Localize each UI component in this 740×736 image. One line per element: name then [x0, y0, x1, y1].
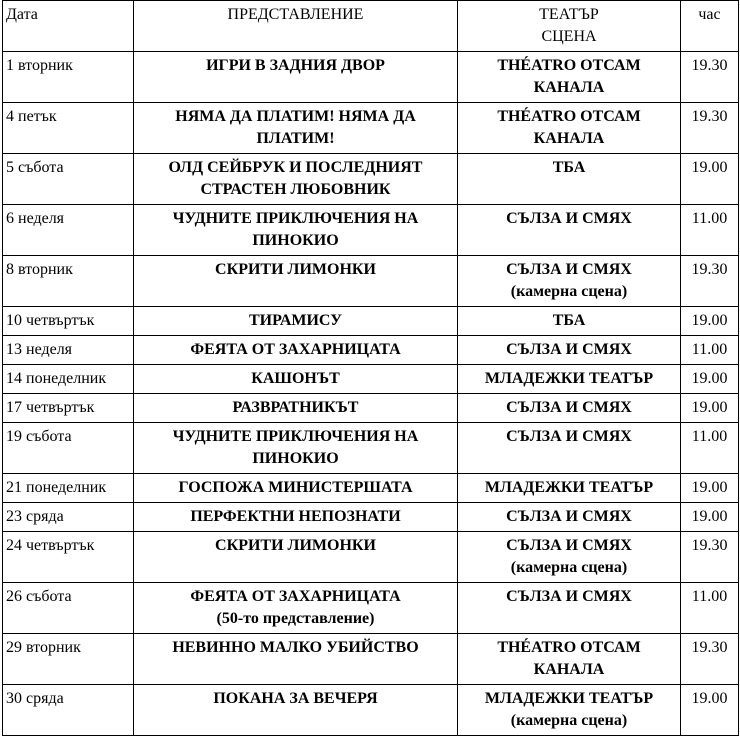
show-cell — [134, 154, 458, 205]
show-title-line: ФЕЯТА ОТ ЗАХАРНИЦАТА — [190, 588, 401, 605]
theatre-line: СЪЛЗА И СМЯХ — [506, 588, 632, 605]
theatre-line: СЪЛЗА И СМЯХ — [506, 508, 632, 525]
table-row — [3, 256, 739, 307]
header-show: ПРЕДСТАВЛЕНИЕ — [134, 1, 458, 52]
theatre-line: МЛАДЕЖКИ ТЕАТЪР — [484, 370, 654, 387]
show-title-line: СТРАСТЕН ЛЮБОВНИК — [200, 181, 391, 198]
time-cell: 19.30 — [681, 256, 739, 307]
show-title-line: РАЗВРАТНИКЪТ — [232, 399, 359, 416]
header-stage-line: СЦЕНА — [541, 28, 597, 45]
show-title-line: ФЕЯТА ОТ ЗАХАРНИЦАТА — [190, 341, 401, 358]
show-cell — [134, 423, 458, 474]
show-cell — [134, 365, 458, 394]
table-row — [3, 394, 739, 423]
date-cell: 14 понеделник — [3, 365, 134, 394]
show-cell — [134, 336, 458, 365]
show-title-line: СКРИТИ ЛИМОНКИ — [215, 537, 376, 554]
theatre-line: (камерна сцена) — [510, 283, 628, 300]
show-title-line: ЧУДНИТЕ ПРИКЛЮЧЕНИЯ НА — [172, 428, 419, 445]
theatre-line: СЪЛЗА И СМЯХ — [506, 210, 632, 227]
show-title-line: ЧУДНИТЕ ПРИКЛЮЧЕНИЯ НА — [172, 210, 419, 227]
table-row — [3, 583, 739, 634]
theatre-cell — [458, 154, 681, 205]
table-row — [3, 423, 739, 474]
theatre-cell — [458, 532, 681, 583]
theatre-line: ТБА — [552, 312, 586, 329]
show-cell — [134, 394, 458, 423]
theatre-line: СЪЛЗА И СМЯХ — [506, 428, 632, 445]
date-cell: 21 понеделник — [3, 474, 134, 503]
show-title-line: НЯМА ДА ПЛАТИМ! НЯМА ДА — [175, 108, 416, 125]
show-cell — [134, 103, 458, 154]
theatre-cell — [458, 256, 681, 307]
date-cell: 30 сряда — [3, 685, 134, 736]
theatre-line: СЪЛЗА И СМЯХ — [506, 261, 632, 278]
show-title-line: ГОСПОЖА МИНИСТЕРШАТА — [178, 479, 413, 496]
date-cell: 8 вторник — [3, 256, 134, 307]
table-row — [3, 336, 739, 365]
theatre-cell — [458, 423, 681, 474]
theatre-cell — [458, 503, 681, 532]
show-title-line: ПИНОКИО — [252, 232, 339, 249]
header-theatre-line: ТЕАТЪР — [539, 6, 599, 23]
schedule-body — [3, 1, 739, 736]
table-row — [3, 474, 739, 503]
show-cell — [134, 583, 458, 634]
theatre-cell — [458, 52, 681, 103]
time-cell: 19.00 — [681, 394, 739, 423]
time-cell: 11.00 — [681, 423, 739, 474]
theatre-line: СЪЛЗА И СМЯХ — [506, 341, 632, 358]
show-title-line: ПЛАТИМ! — [256, 130, 335, 147]
time-cell: 19.30 — [681, 532, 739, 583]
date-cell: 24 четвъртък — [3, 532, 134, 583]
show-title-line: ИГРИ В ЗАДНИЯ ДВОР — [206, 57, 385, 74]
show-cell — [134, 685, 458, 736]
show-cell — [134, 532, 458, 583]
date-cell: 6 неделя — [3, 205, 134, 256]
table-row — [3, 685, 739, 736]
date-cell: 17 четвъртък — [3, 394, 134, 423]
theatre-line: МЛАДЕЖКИ ТЕАТЪР — [484, 479, 654, 496]
theatre-cell — [458, 307, 681, 336]
date-cell: 26 събота — [3, 583, 134, 634]
show-title-line: СКРИТИ ЛИМОНКИ — [215, 261, 376, 278]
time-cell: 19.00 — [681, 154, 739, 205]
theatre-line: THÉATRO ОТСАМ — [497, 108, 641, 125]
theatre-cell — [458, 634, 681, 685]
theatre-line: (камерна сцена) — [510, 559, 628, 576]
show-cell — [134, 205, 458, 256]
date-cell: 4 петък — [3, 103, 134, 154]
theatre-cell — [458, 205, 681, 256]
schedule-table — [2, 0, 739, 736]
theatre-line: МЛАДЕЖКИ ТЕАТЪР — [484, 690, 654, 707]
time-cell: 11.00 — [681, 205, 739, 256]
table-row — [3, 103, 739, 154]
theatre-cell — [458, 685, 681, 736]
theatre-line: THÉATRO ОТСАМ — [497, 57, 641, 74]
theatre-cell — [458, 365, 681, 394]
show-cell — [134, 52, 458, 103]
show-cell — [134, 307, 458, 336]
header-date: Дата — [3, 1, 134, 52]
theatre-cell — [458, 336, 681, 365]
theatre-cell — [458, 394, 681, 423]
time-cell: 19.00 — [681, 474, 739, 503]
table-row — [3, 503, 739, 532]
show-title-line: ПИНОКИО — [252, 450, 339, 467]
show-title-line: ПЕРФЕКТНИ НЕПОЗНАТИ — [190, 508, 401, 525]
table-row — [3, 154, 739, 205]
table-row — [3, 52, 739, 103]
table-row — [3, 365, 739, 394]
date-cell: 5 събота — [3, 154, 134, 205]
time-cell: 19.30 — [681, 52, 739, 103]
date-cell: 13 неделя — [3, 336, 134, 365]
theatre-line: СЪЛЗА И СМЯХ — [506, 537, 632, 554]
show-title-line: ОЛД СЕЙБРУК И ПОСЛЕДНИЯТ — [168, 159, 423, 176]
time-cell: 19.00 — [681, 503, 739, 532]
date-cell: 1 вторник — [3, 52, 134, 103]
table-row — [3, 634, 739, 685]
theatre-line: КАНАЛА — [533, 130, 605, 147]
show-cell — [134, 256, 458, 307]
theatre-line: (камерна сцена) — [510, 712, 628, 729]
theatre-line: КАНАЛА — [533, 79, 605, 96]
time-cell: 11.00 — [681, 336, 739, 365]
show-cell — [134, 474, 458, 503]
time-cell: 11.00 — [681, 583, 739, 634]
date-cell: 29 вторник — [3, 634, 134, 685]
show-title-line: ПОКАНА ЗА ВЕЧЕРЯ — [213, 690, 378, 707]
theatre-cell — [458, 474, 681, 503]
table-row — [3, 532, 739, 583]
theatre-cell — [458, 103, 681, 154]
date-cell: 10 четвъртък — [3, 307, 134, 336]
show-cell — [134, 634, 458, 685]
theatre-line: КАНАЛА — [533, 661, 605, 678]
time-cell: 19.00 — [681, 307, 739, 336]
show-title-line: (50-то представление) — [216, 610, 375, 627]
header-row — [3, 1, 739, 52]
table-row — [3, 205, 739, 256]
time-cell: 19.00 — [681, 365, 739, 394]
time-cell: 19.00 — [681, 685, 739, 736]
show-title-line: НЕВИННО МАЛКО УБИЙСТВО — [172, 639, 419, 656]
table-row — [3, 307, 739, 336]
header-time: час — [681, 1, 739, 52]
show-title-line: КАШОНЪТ — [251, 370, 340, 387]
theatre-line: СЪЛЗА И СМЯХ — [506, 399, 632, 416]
theatre-line: ТБА — [552, 159, 586, 176]
date-cell: 23 сряда — [3, 503, 134, 532]
time-cell: 19.30 — [681, 634, 739, 685]
header-theatre — [458, 1, 681, 52]
theatre-cell — [458, 583, 681, 634]
show-title-line: ТИРАМИСУ — [248, 312, 343, 329]
show-cell — [134, 503, 458, 532]
time-cell: 19.30 — [681, 103, 739, 154]
date-cell: 19 събота — [3, 423, 134, 474]
theatre-line: THÉATRO ОТСАМ — [497, 639, 641, 656]
